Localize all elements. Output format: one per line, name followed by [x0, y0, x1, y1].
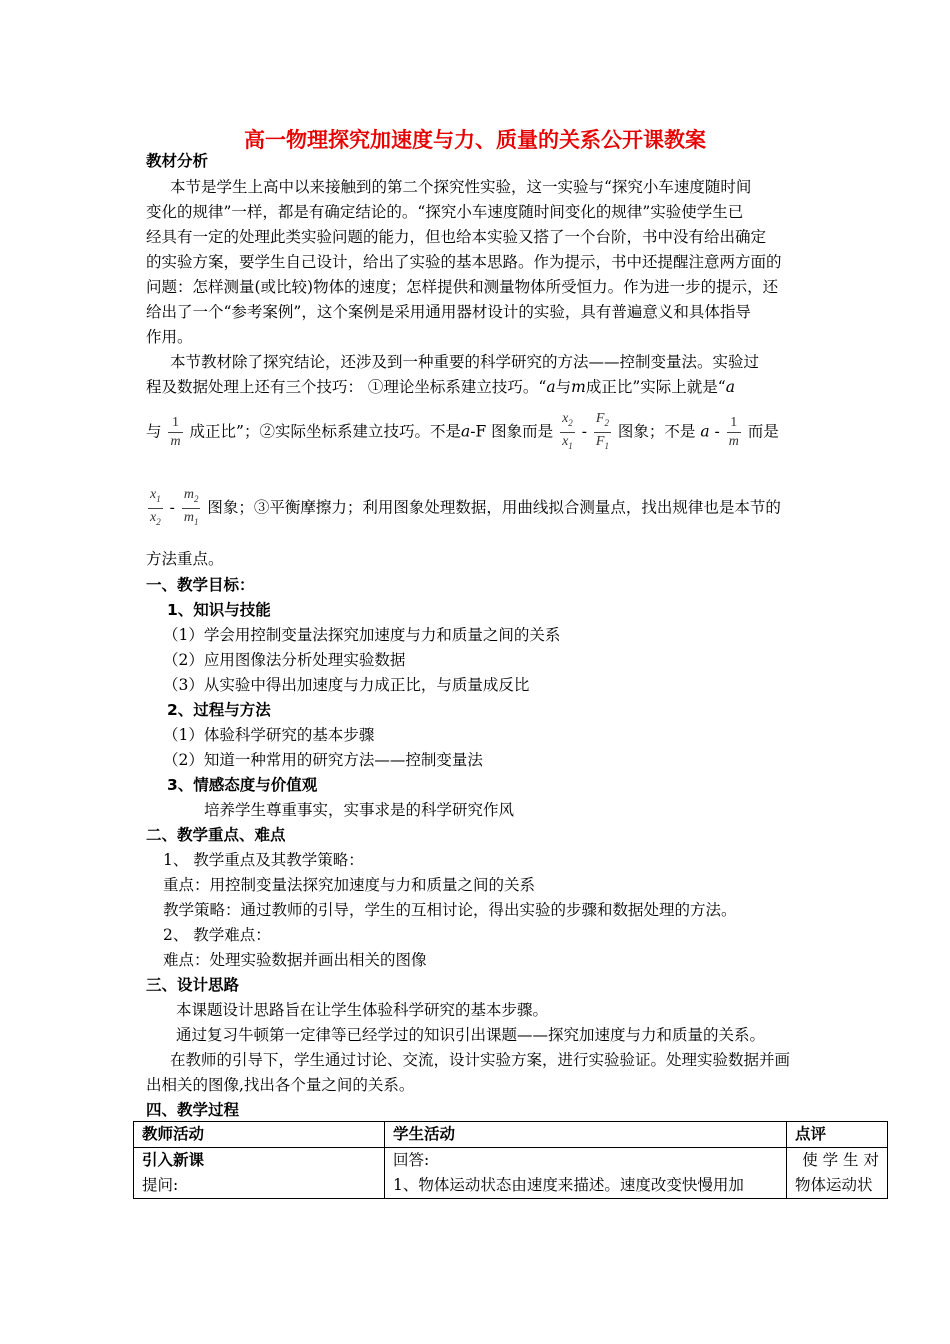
fraction-m2-over-m1: $\frac{m_2}{m_1}$ [183, 487, 199, 527]
cell-comment: 使 学 生 对 物体运动状 [787, 1148, 888, 1199]
list-item: （2）知道一种常用的研究方法——控制变量法 [163, 751, 483, 769]
paragraph-line: 重点：用控制变量法探究加速度与力和质量之间的关系 [163, 876, 536, 894]
paragraph-line: 给出了一个“参考案例”，这个案例是采用通用器材设计的实验，具有普遍意义和具体指导 [146, 303, 751, 321]
paragraph-line: 本节是学生上高中以来接触到的第二个探究性实验，这一实验与“探究小车速度随时间 [170, 178, 752, 196]
subheading: 1、知识与技能 [167, 601, 271, 619]
list-item: 培养学生尊重事实，实事求是的科学研究作风 [204, 801, 515, 819]
paragraph-line: 作用。 [146, 328, 193, 346]
section-heading-goals: 一、教学目标： [146, 576, 255, 594]
paragraph-line: 本课题设计思路旨在让学生体验科学研究的基本步骤。 [176, 1001, 549, 1019]
cell-student: 回答: 1、物体运动状态由速度来描述。速度改变快慢用加 [385, 1148, 787, 1199]
paragraph-line: 教学策略：通过教师的引导，学生的互相讨论，得出实验的步骤和数据处理的方法。 [163, 901, 737, 919]
section-heading-analysis: 教材分析 [146, 152, 209, 170]
paragraph-line: 的实验方案，要学生自己设计，给出了实验的基本思路。作为提示，书中还提醒注意两方面的 [146, 253, 782, 271]
cell-teacher: 引入新课 提问: [134, 1148, 385, 1199]
list-item: （3）从实验中得出加速度与力成正比，与质量成反比 [163, 676, 530, 694]
paragraph-line: 出相关的图像,找出各个量之间的关系。 [146, 1076, 415, 1094]
formula-line: $\frac{x_1}{x_2}$ - $\frac{m_2}{m_1}$ 图象；③平衡摩擦力；利用图象处理数据，用曲线拟合测量点，找出规律也是本节的 [146, 486, 781, 531]
list-item: （1）体验科学研究的基本步骤 [163, 726, 375, 744]
table-row [134, 1148, 888, 1199]
fraction-f2-over-f1: $\frac{F_2}{F_1}$ [595, 411, 609, 451]
table-header-row [134, 1122, 888, 1148]
subheading: 2、过程与方法 [167, 701, 271, 719]
paragraph-line: 变化的规律”一样，都是有确定结论的。“探究小车速度随时间变化的规律”实验使学生已 [146, 203, 744, 221]
paragraph-line: 在教师的引导下，学生通过讨论、交流，设计实验方案，进行实验验证。处理实验数据并画 [170, 1051, 791, 1069]
page-title: 高一物理探究加速度与力、质量的关系公开课教案 [244, 128, 706, 152]
subheading: 3、情感态度与价值观 [167, 776, 318, 794]
paragraph-line: 程及数据处理上还有三个技巧： ①理论坐标系建立技巧。“a与m成正比”实际上就是“a [146, 378, 735, 396]
section-heading-design: 三、设计思路 [146, 976, 240, 994]
paragraph-line: 通过复习牛顿第一定律等已经学过的知识引出课题——探究加速度与力和质量的关系。 [176, 1026, 766, 1044]
paragraph-line: 方法重点。 [146, 550, 224, 568]
header-student: 学生活动 [385, 1122, 787, 1148]
list-item: （1）学会用控制变量法探究加速度与力和质量之间的关系 [163, 626, 561, 644]
fraction-1-over-m-2: $\frac{1}{m}$ [728, 414, 739, 449]
section-heading-keypoints: 二、教学重点、难点 [146, 826, 286, 844]
fraction-1-over-m: $\frac{1}{m}$ [170, 414, 181, 449]
paragraph-line: 经具有一定的处理此类实验问题的能力，但也给本实验又搭了一个台阶，书中没有给出确定 [146, 228, 767, 246]
section-heading-process: 四、教学过程 [146, 1101, 240, 1119]
paragraph-line: 难点：处理实验数据并画出相关的图像 [163, 951, 427, 969]
fraction-x1-over-x2: $\frac{x_1}{x_2}$ [150, 487, 161, 527]
formula-line: 与 $\frac{1}{m}$ 成正比”；②实际坐标系建立技巧。不是a-F 图象而是 $\frac{x_2}{x_1}$ - $\frac{F_2}{F_1}$ 图象；不是 a - $\frac{1}{m}$ 而是 [146, 410, 779, 455]
paragraph-line: 2、 教学难点： [163, 926, 271, 944]
list-item: （2）应用图像法分析处理实验数据 [163, 651, 406, 669]
fraction-x2-over-x1: $\frac{x_2}{x_1}$ [562, 411, 573, 451]
process-table [133, 1121, 888, 1199]
paragraph-line: 1、 教学重点及其教学策略： [163, 851, 364, 869]
header-comment: 点评 [787, 1122, 888, 1148]
header-teacher: 教师活动 [134, 1122, 385, 1148]
paragraph-line: 问题：怎样测量(或比较)物体的速度；怎样提供和测量物体所受恒力。作为进一步的提示，还 [146, 278, 779, 296]
paragraph-line: 本节教材除了探究结论，还涉及到一种重要的科学研究的方法——控制变量法。实验过 [170, 353, 760, 371]
